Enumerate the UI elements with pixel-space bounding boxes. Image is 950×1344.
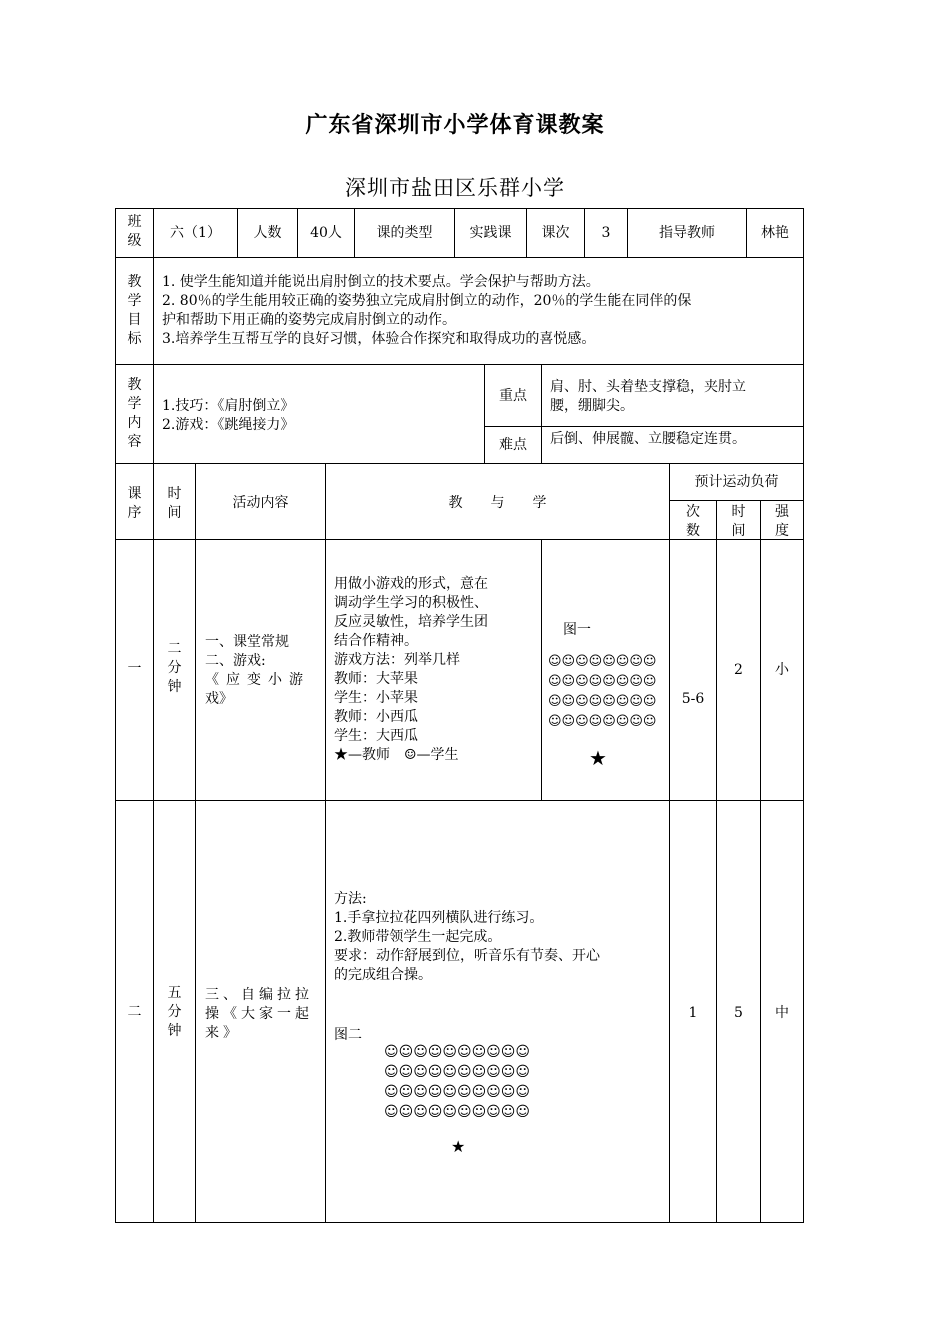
row-activity: [205, 633, 317, 709]
student-icon-row: ☺☺☺☺☺☺☺☺☺☺: [384, 1064, 530, 1080]
count-label: 人数: [253, 225, 282, 241]
teach-line: 的完成组合操。: [334, 967, 432, 983]
student-icon-row: ☺☺☺☺☺☺☺☺☺☺: [384, 1084, 530, 1100]
teacher-star-icon: ★: [589, 746, 607, 770]
content-label: 教学内容: [127, 377, 142, 450]
teach-line: 要求：动作舒展到位，听音乐有节奏、开心: [334, 948, 600, 964]
objectives-text: [162, 273, 802, 349]
col-activity-header: 活动内容: [232, 495, 289, 511]
row-count: 1: [688, 1005, 698, 1021]
row-intensity: 中: [775, 1005, 789, 1021]
content-item: 2.游戏：《跳绳接力》: [162, 417, 295, 433]
lesson-type-value: 实践课: [469, 225, 512, 241]
class-label: 班级: [127, 214, 142, 249]
row-minutes: 2: [734, 662, 743, 678]
teacher-label: 指导教师: [659, 225, 715, 241]
student-icon-row: ☺☺☺☺☺☺☺☺: [548, 674, 657, 689]
student-icon-row: ☺☺☺☺☺☺☺☺☺☺: [384, 1104, 530, 1120]
key-point-text: [550, 378, 802, 416]
teach-line: 1.手拿拉拉花四列横队进行练习。: [334, 910, 544, 926]
count-value: 40人: [310, 225, 342, 241]
difficulty-label: 难点: [499, 437, 527, 453]
key-point-label: 重点: [499, 388, 527, 404]
difficulty-text: 后倒、伸展髋、立腰稳定连贯。: [550, 431, 746, 447]
teacher-star-icon: ★: [451, 1137, 466, 1156]
key-point-line: 腰，绷脚尖。: [550, 398, 634, 414]
teach-line: 方法:: [334, 891, 367, 907]
teach-line: 学生：大西瓜: [334, 728, 418, 744]
key-point-line: 肩、肘、头着垫支撑稳，夹肘立: [550, 379, 746, 395]
figure-2-label: 图二: [334, 1027, 362, 1043]
objective-line: 2. 80％的学生能用较正确的姿势独立完成肩肘倒立的动作，20％的学生能在同伴的保: [162, 293, 692, 309]
teach-line: 教师：小西瓜: [334, 709, 418, 725]
figure-2-students: [384, 1042, 530, 1122]
activity-line: 二、游戏:: [205, 653, 266, 669]
student-icon-row: ☺☺☺☺☺☺☺☺: [548, 654, 657, 669]
activity-line: 来》: [205, 1025, 241, 1041]
activity-line: 《应变小游: [205, 672, 310, 688]
activity-line: 一、课堂常规: [205, 634, 289, 650]
teacher-value: 林艳: [761, 225, 789, 241]
col-load-header: 预计运动负荷: [694, 474, 779, 490]
teach-line: 反应灵敏性，培养学生团: [334, 614, 488, 630]
col-intensity-header: 强度: [775, 504, 789, 539]
col-times-header: 次数: [686, 504, 700, 539]
row-teach-text: [334, 575, 539, 765]
content-item: 1.技巧：《肩肘倒立》: [162, 398, 295, 414]
teach-line: 教师：大苹果: [334, 671, 418, 687]
row-time: 二分钟: [167, 641, 182, 695]
activity-line: 戏》: [205, 691, 233, 707]
student-icon-row: ☺☺☺☺☺☺☺☺: [548, 694, 657, 709]
col-time-header: 时间: [167, 486, 182, 521]
objective-line: 3.培养学生互帮互学的良好习惯，体验合作探究和取得成功的喜悦感。: [162, 331, 596, 347]
teach-line: 学生：小苹果: [334, 690, 418, 706]
teach-line: 用做小游戏的形式，意在: [334, 576, 488, 592]
content-items: [162, 397, 482, 435]
teach-line: 游戏方法：列举几样: [334, 652, 460, 668]
objectives-label: 教学目标: [127, 274, 142, 347]
row-activity: [205, 986, 317, 1043]
col-order-header: 课序: [127, 486, 142, 521]
teach-line: 调动学生学习的积极性、: [334, 595, 488, 611]
objective-line: 1. 使学生能知道并能说出肩肘倒立的技术要点。学会保护与帮助方法。: [162, 274, 600, 290]
row-order: 一: [127, 661, 142, 677]
row-count: 5-6: [681, 691, 705, 707]
objective-line: 护和帮助下用正确的姿势完成肩肘倒立的动作。: [162, 312, 456, 328]
teach-line: 结合作精神。: [334, 633, 418, 649]
row-minutes: 5: [734, 1005, 743, 1021]
row-intensity: 小: [775, 662, 789, 678]
figure-1-students: [548, 652, 656, 732]
session-value: 3: [601, 225, 611, 241]
teach-line: 2.教师带领学生一起完成。: [334, 929, 502, 945]
student-icon-row: ☺☺☺☺☺☺☺☺☺☺: [384, 1044, 530, 1060]
col-duration-header: 时间: [731, 504, 746, 539]
student-icon-row: ☺☺☺☺☺☺☺☺: [548, 714, 657, 729]
school-name: 深圳市盐田区乐群小学: [345, 176, 565, 200]
activity-line: 操《大家一起: [205, 1006, 313, 1022]
row-order: 二: [127, 1004, 142, 1020]
teach-line: ★—教师 ☺—学生: [334, 747, 459, 763]
lesson-type-label: 课的类型: [376, 225, 433, 241]
col-teach-header: 教 与 学: [448, 495, 547, 511]
row-teach-text: [334, 890, 667, 985]
row-time: 五分钟: [167, 985, 182, 1039]
figure-1-label: 图一: [563, 622, 591, 638]
activity-line: 三、自编拉拉: [205, 987, 313, 1003]
class-value: 六（1）: [170, 225, 221, 241]
session-label: 课次: [541, 225, 570, 241]
page-title: 广东省深圳市小学体育课教案: [305, 112, 605, 138]
